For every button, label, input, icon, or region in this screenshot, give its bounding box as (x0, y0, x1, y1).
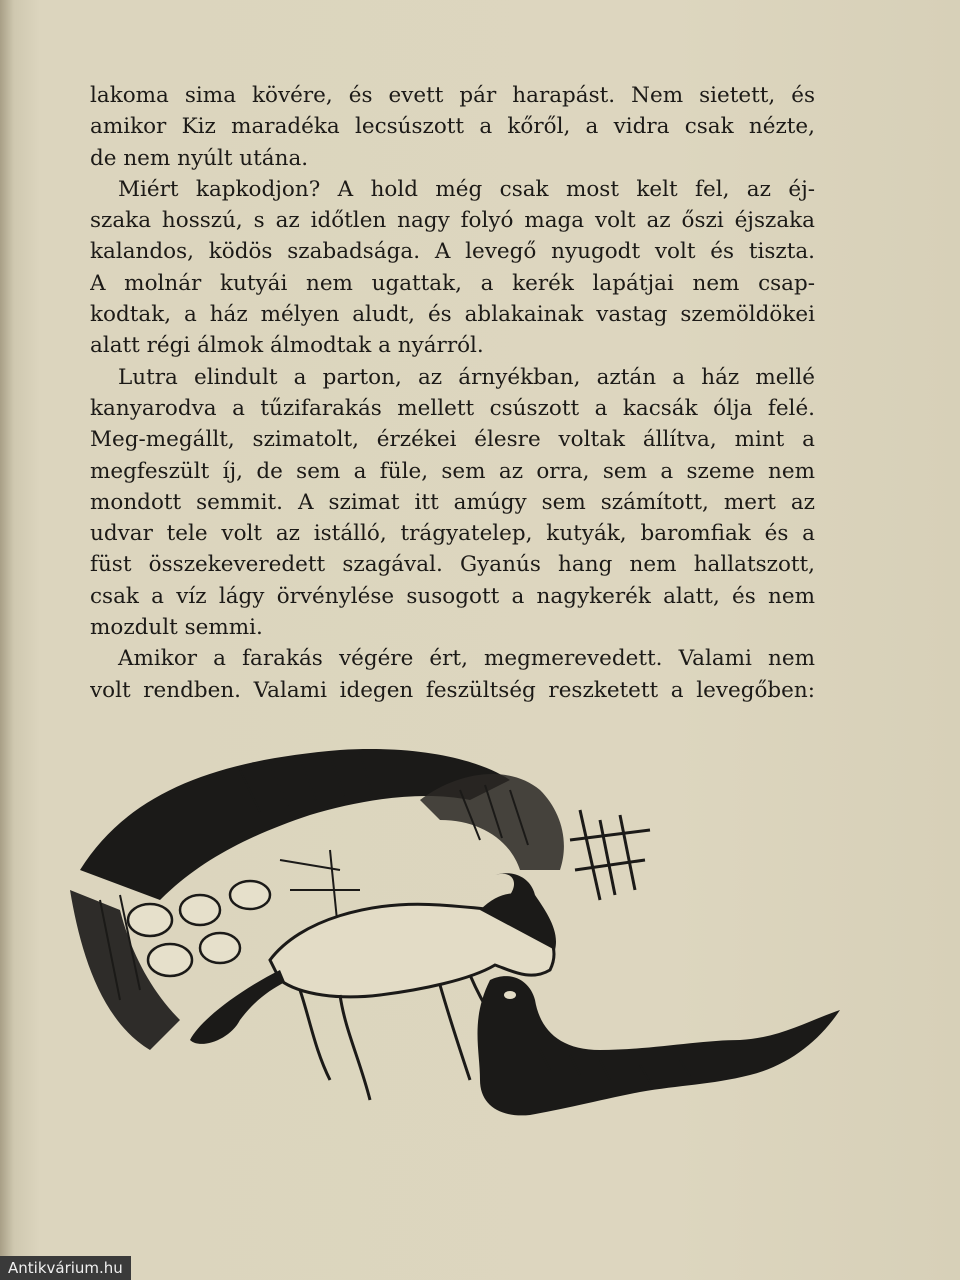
text-line: kodtak, a ház mélyen aludt, és ablakainak vastag szemöldökei (90, 302, 815, 328)
text-line: megfeszült íj, de sem a füle, sem az orra, sem a szeme nem (90, 458, 815, 484)
text-line: alatt régi álmok álmodtak a nyárról. (90, 333, 484, 359)
text-line: de nem nyúlt utána. (90, 145, 309, 171)
text-line: amikor Kiz maradéka lecsúszott a kőről, a vidra csak nézte, (90, 114, 815, 140)
text-line: kanyarodva a tűzifarakás mellett csúszott a kacsák ólja felé. (90, 395, 815, 421)
text-line: volt rendben. Valami idegen feszültség reszketett a levegőben: (90, 677, 815, 703)
text-line: csak a víz lágy örvénylése susogott a nagykerék alatt, és nem (90, 583, 815, 609)
watermark: Antikvárium.hu (0, 1256, 131, 1280)
text-line: mondott semmit. A szimat itt amúgy sem számított, mert az (90, 489, 815, 515)
text-line: Amikor a farakás végére ért, megmerevedett. Valami nem (118, 646, 815, 672)
text-line: mozdult semmi. (90, 615, 263, 641)
body-text (90, 80, 815, 706)
ink-illustration (40, 720, 860, 1190)
text-line: Meg-megállt, szimatolt, érzékei élesre voltak állítva, mint a (90, 427, 815, 453)
text-line: lakoma sima kövére, és evett pár harapást. Nem sietett, és (90, 83, 815, 108)
text-line: A molnár kutyái nem ugattak, a kerék lapátjai nem csap- (90, 270, 815, 296)
text-line: kalandos, ködös szabadsága. A levegő nyugodt volt és tiszta. (90, 239, 815, 265)
text-line: füst összekeveredett szagával. Gyanús hang nem hallatszott, (90, 552, 815, 578)
text-line: szaka hosszú, s az időtlen nagy folyó maga volt az őszi éjszaka (90, 208, 815, 234)
text-line: Lutra elindult a parton, az árnyékban, aztán a ház mellé (118, 364, 815, 390)
text-line: Miért kapkodjon? A hold még csak most kelt fel, az éj- (118, 176, 815, 202)
text-line: udvar tele volt az istálló, trágyatelep, kutyák, baromfiak és a (90, 521, 815, 547)
